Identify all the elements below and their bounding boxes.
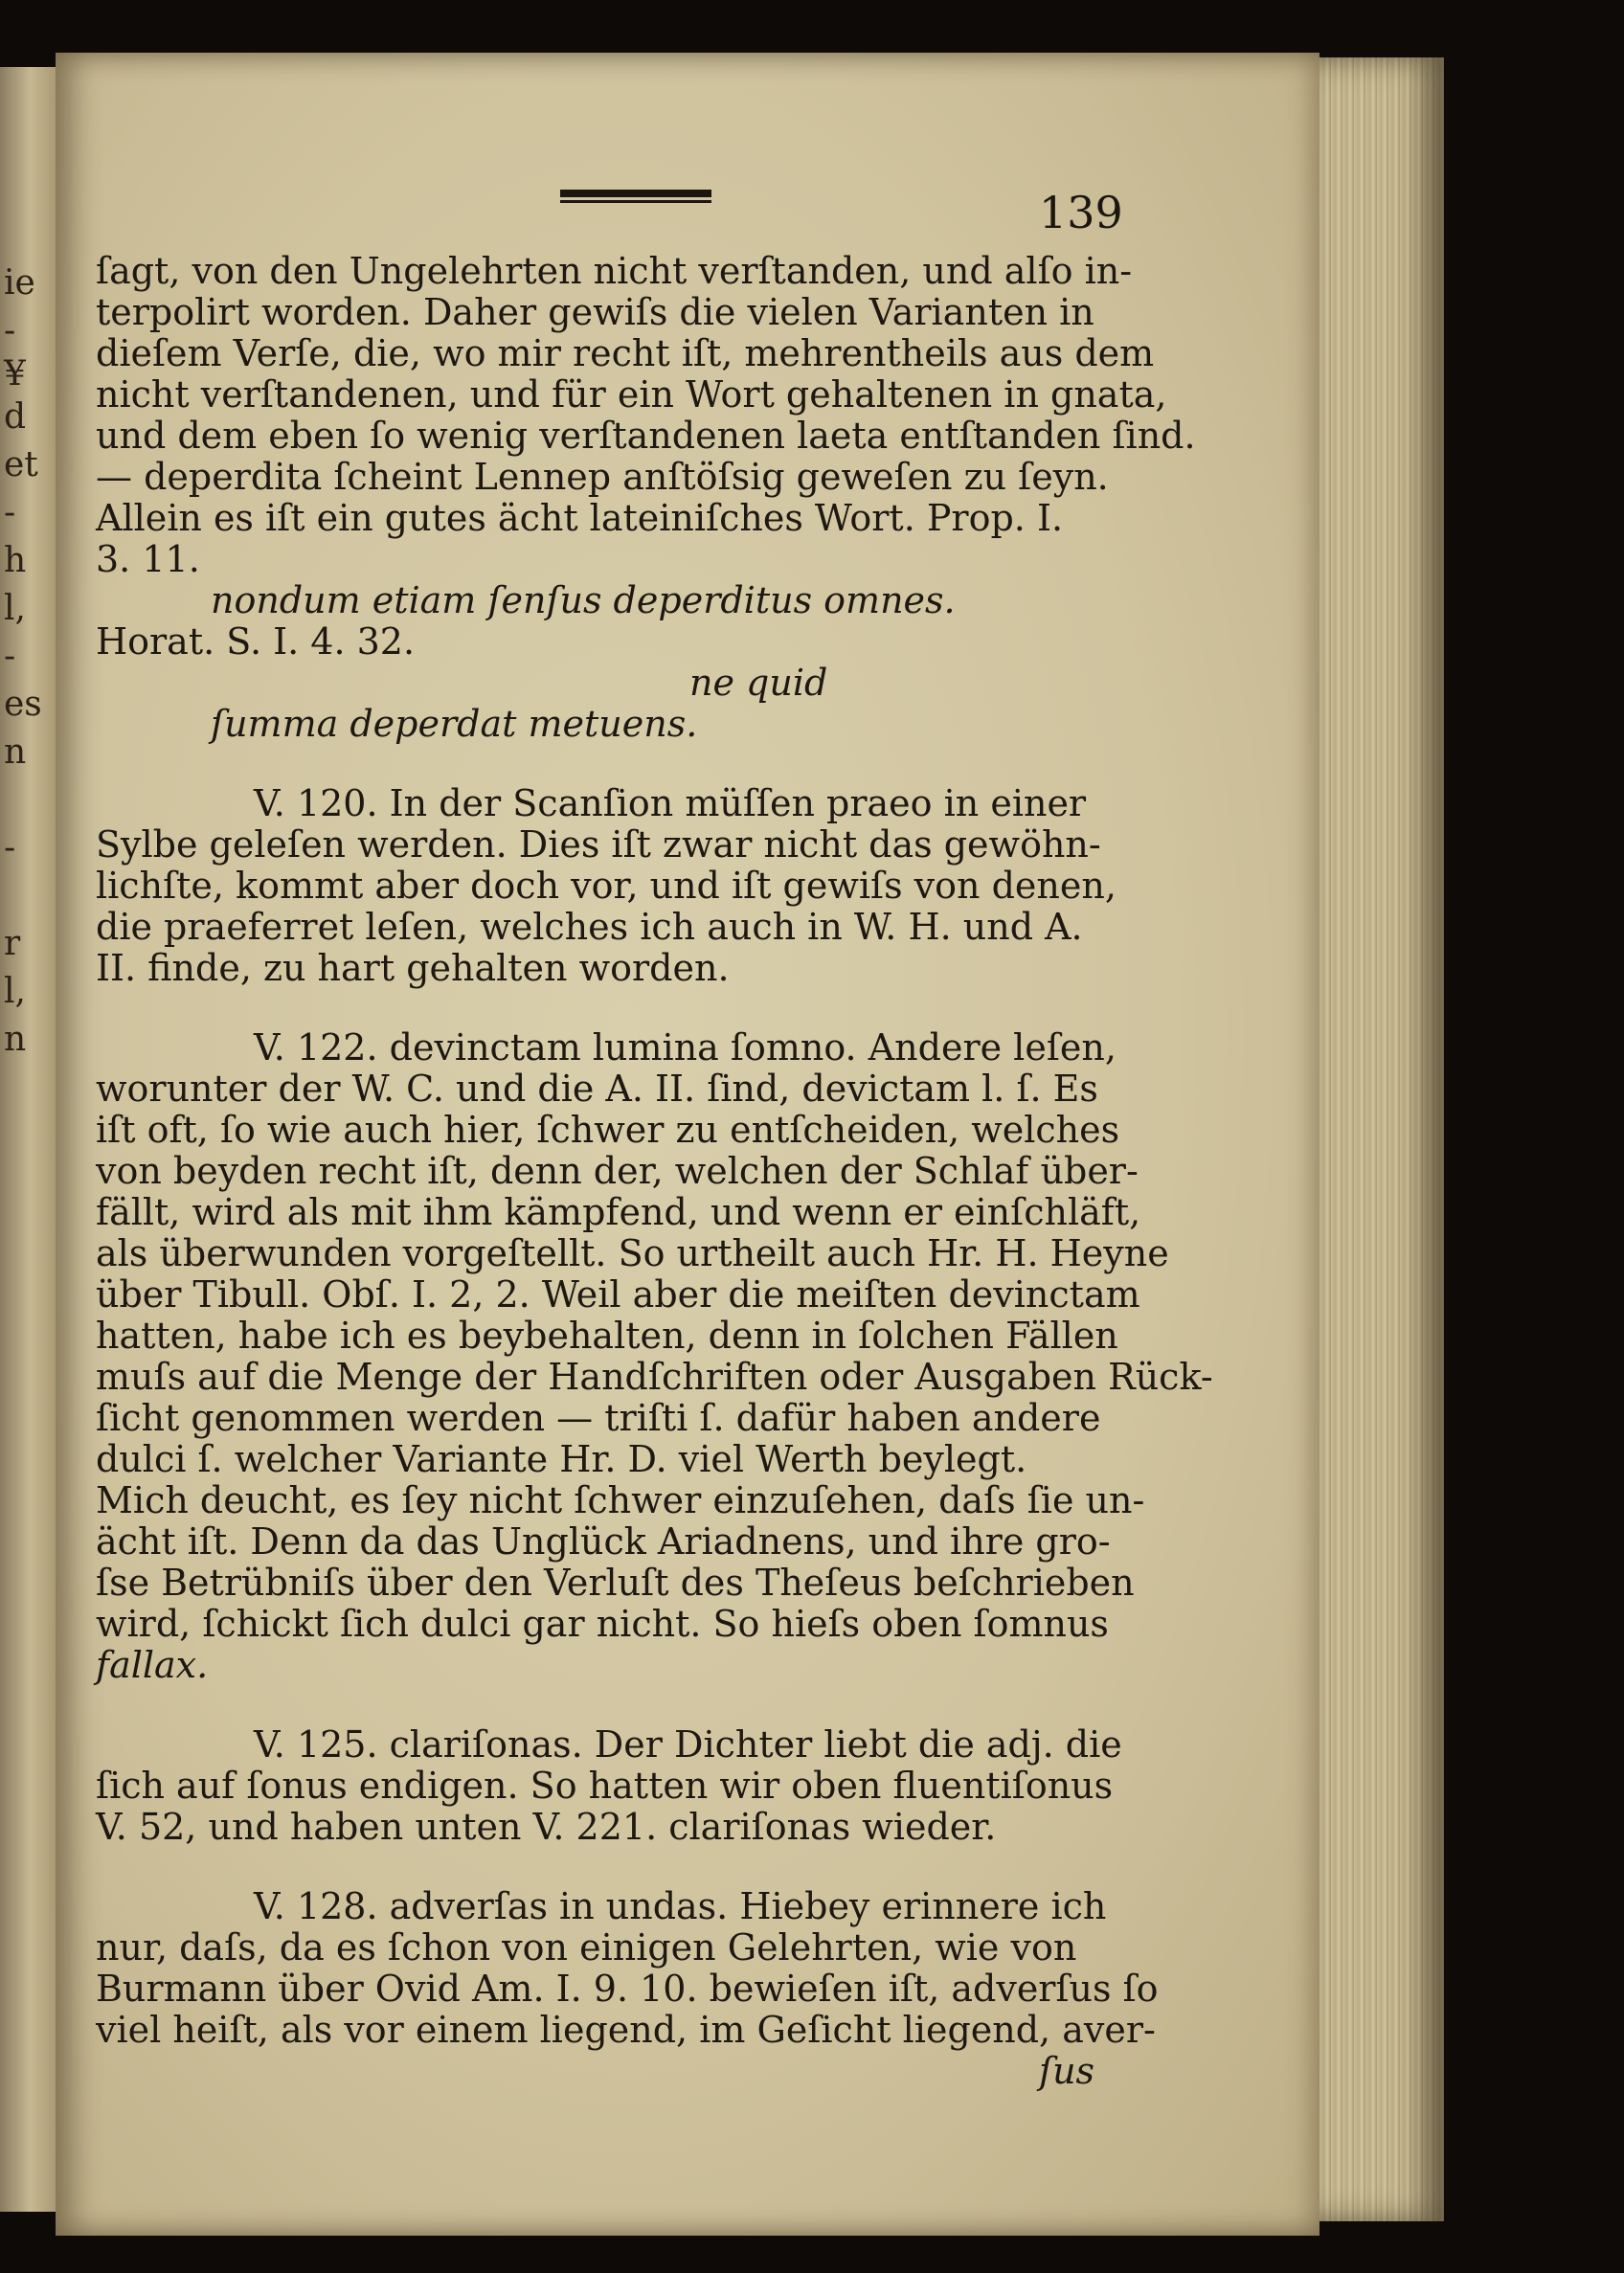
margin-fragment: d	[4, 397, 27, 437]
text-line: viel heiſt, als vor einem liegend, im Geſicht liegend, aver-	[96, 2009, 1156, 2051]
text-line: ſich auf ſonus endigen. So hatten wir oben fluentiſonus	[96, 1765, 1114, 1807]
text-line: von beyden recht iſt, denn der, welchen der Schlaf über-	[96, 1150, 1139, 1192]
text-line: Allein es iſt ein gutes ächt lateiniſches Wort. Prop. I.	[96, 497, 1064, 539]
text-line: ſse Betrübniſs über den Verluſt des Theſeus beſchrieben	[96, 1562, 1135, 1604]
text-line: hatten, habe ich es beybehalten, denn in ſolchen Fällen	[96, 1315, 1118, 1357]
page-edges	[1320, 57, 1444, 2221]
text-line: V. 128. adverſas in undas. Hiebey erinnere ich	[254, 1885, 1107, 1927]
text-line: worunter der W. C. und die A. II. ſind, devictam l. ſ. Es	[96, 1068, 1098, 1110]
text-line: Horat. S. I. 4. 32.	[96, 620, 416, 663]
text-line: ſagt, von den Ungelehrten nicht verſtanden, und alſo in-	[96, 250, 1133, 292]
text-line: V. 52, und haben unten V. 221. clariſonas wieder.	[96, 1806, 997, 1848]
margin-fragment: -	[4, 311, 16, 350]
text-line: über Tibull. Obſ. I. 2, 2. Weil aber die meiſten devinctam	[96, 1273, 1140, 1316]
text-line: V. 120. In der Scanſion müſſen praeo in einer	[254, 782, 1087, 824]
margin-fragment: r	[4, 924, 21, 963]
margin-fragment: ie	[4, 263, 35, 303]
text-line: — deperdita ſcheint Lennep anſtöſsig geweſen zu ſeyn.	[96, 456, 1109, 498]
text-line: lichſte, kommt aber doch vor, und iſt gewiſs von denen,	[96, 865, 1116, 907]
text-line: wird, ſchickt ſich dulci gar nicht. So hieſs oben ſomnus	[96, 1603, 1109, 1645]
margin-fragment: n	[4, 732, 27, 772]
text-line: und dem eben ſo wenig verſtandenen laeta entſtanden ſind.	[96, 415, 1196, 457]
text-line: dulci ſ. welcher Variante Hr. D. viel Werth beylegt.	[96, 1438, 1027, 1480]
margin-fragment: l,	[4, 972, 26, 1011]
text-line: V. 122. devinctam lumina ſomno. Andere leſen,	[254, 1026, 1116, 1069]
margin-fragment: et	[4, 445, 38, 484]
text-line: terpolirt worden. Daher gewiſs die vielen Varianten in	[96, 291, 1094, 333]
text-line: ächt iſt. Denn da das Unglück Ariadnens, und ihre gro-	[96, 1520, 1111, 1563]
margin-fragment: n	[4, 1020, 27, 1059]
text-line: 3. 11.	[96, 538, 200, 580]
text-line: ſicht genommen werden — triſti ſ. dafür haben andere	[96, 1397, 1101, 1439]
header-rule	[560, 190, 711, 203]
text-line: fallax.	[96, 1644, 209, 1686]
margin-fragment: es	[4, 685, 42, 724]
page-number: 139	[1039, 187, 1123, 238]
text-line: II. finde, zu hart gehalten worden.	[96, 947, 730, 989]
left-page-margin-fragments	[0, 67, 56, 2212]
text-line: iſt oft, ſo wie auch hier, ſchwer zu entſcheiden, welches	[96, 1109, 1120, 1151]
left-page-edge	[0, 67, 56, 2212]
text-line: die praeferret leſen, welches ich auch in W. H. und A.	[96, 906, 1083, 948]
margin-fragment: -	[4, 493, 16, 532]
text-line: Mich deucht, es ſey nicht ſchwer einzuſehen, daſs ſie un-	[96, 1479, 1145, 1521]
margin-fragment: h	[4, 541, 27, 580]
margin-fragment: -	[4, 828, 16, 867]
text-line: Sylbe geleſen werden. Dies iſt zwar nicht das gewöhn-	[96, 823, 1101, 866]
margin-fragment: ¥	[4, 354, 26, 394]
quotation-line: nondum etiam ſenſus deperditus omnes.	[211, 579, 956, 621]
text-line: dieſem Verſe, die, wo mir recht iſt, mehrentheils aus dem	[96, 332, 1155, 374]
text-line: muſs auf die Menge der Handſchriften oder Ausgaben Rück-	[96, 1356, 1213, 1398]
margin-fragment: l,	[4, 589, 26, 628]
text-line: Burmann über Ovid Am. I. 9. 10. bewieſen iſt, adverſus ſo	[96, 1968, 1159, 2010]
text-line: nur, daſs, da es ſchon von einigen Gelehrten, wie von	[96, 1926, 1077, 1969]
margin-fragment: -	[4, 637, 16, 676]
quotation-line: ne quid	[689, 662, 828, 704]
text-line: als überwunden vorgeſtellt. So urtheilt auch Hr. H. Heyne	[96, 1232, 1169, 1274]
text-line: fällt, wird als mit ihm kämpfend, und wenn er einſchläft,	[96, 1191, 1141, 1233]
text-line: V. 125. clariſonas. Der Dichter liebt die adj. die	[254, 1723, 1122, 1766]
text-line: nicht verſtandenen, und für ein Wort gehaltenen in gnata,	[96, 373, 1167, 416]
quotation-line: ſumma deperdat metuens.	[211, 703, 698, 745]
body-text	[96, 250, 1213, 2092]
catchword: ſus	[1039, 2050, 1095, 2092]
